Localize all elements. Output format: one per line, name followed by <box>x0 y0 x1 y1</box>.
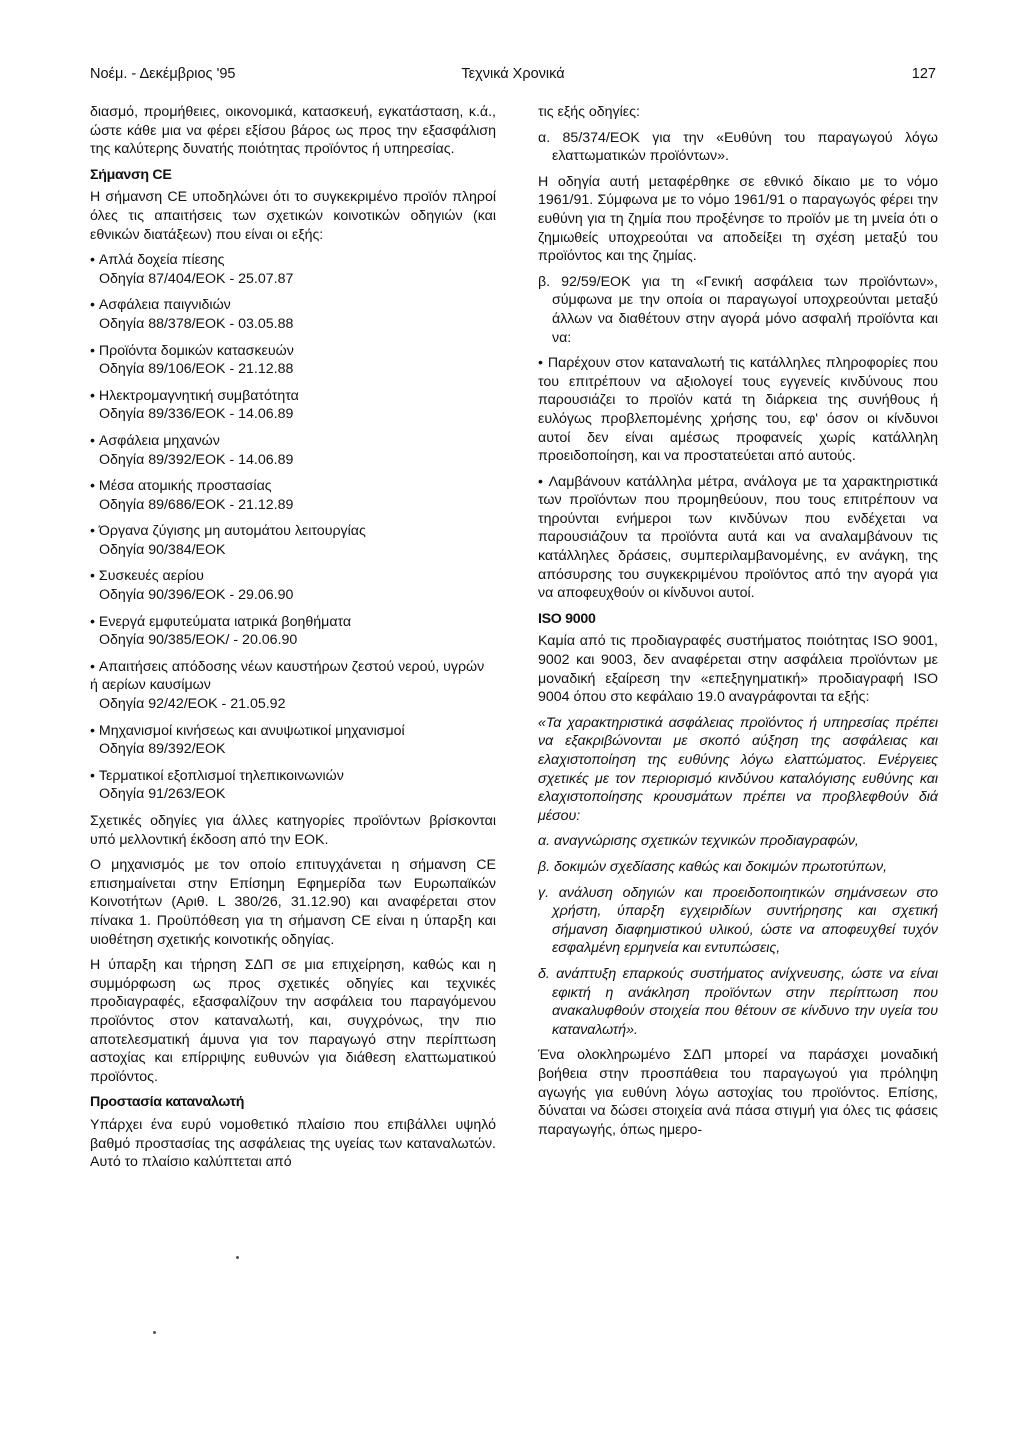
directive-title: • Προϊόντα δομικών κατασκευών <box>90 342 496 361</box>
paragraph-iso: Καμία από τις προδιαγραφές συστήματος ποιότητας ISO 9001, 9002 και 9003, δεν αναφέρεται στην ασφάλεια προϊόντων με μοναδική εξαίρεση την «επεξηγηματική» προδιαγραφή ISO 9004 όπου στο κεφάλαιο 19.0 αναγράφονται τα εξής: <box>538 633 938 706</box>
scan-speck <box>153 1331 156 1334</box>
right-column <box>538 103 938 1146</box>
directive-code: Οδηγία 90/384/ΕΟΚ <box>99 541 226 558</box>
directive-code: Οδηγία 90/396/ΕΟΚ - 29.06.90 <box>99 587 294 604</box>
directive-item <box>90 722 496 759</box>
directive-code: Οδηγία 87/404/ΕΟΚ - 25.07.87 <box>99 270 294 287</box>
protection-heading: Προστασία καταναλωτή <box>90 1094 245 1111</box>
quote-item-c: γ. ανάλυση οδηγιών και προειδοποιητικών σημάνσεων στο χρήστη, ύπαρξη εγχειριδίων συντήρησης και σχετική σήμανση διαφημιστικού υλικού, ώστε να αποφευχθεί τυχόν εσφαλμένη ερμηνεία και εντυπώσεις, <box>538 884 938 957</box>
directive-title: • Απαιτήσεις απόδοσης νέων καυστήρων ζεστού νερού, υγρών ή αερίων καυσίμων <box>90 658 496 695</box>
directive-code: Οδηγία 89/392/ΕΟΚ <box>99 741 226 758</box>
directive-code: Οδηγία 88/378/ΕΟΚ - 03.05.88 <box>99 315 294 332</box>
directive-title: • Μέσα ατομικής προστασίας <box>90 477 496 496</box>
page-header <box>90 66 936 90</box>
directive-title: • Απλά δοχεία πίεσης <box>90 251 496 270</box>
directive-item <box>90 251 496 288</box>
directive-item <box>90 342 496 379</box>
item-b-directive: β. 92/59/ΕΟΚ για τη «Γενική ασφάλεια των προϊόντων», σύμφωνα με την οποία οι παραγωγοί υποχρεούνται μεταξύ άλλων να διαθέτουν στην αγορά μόνο ασφαλή προϊόντα και να: <box>538 273 938 346</box>
iso-heading: ISO 9000 <box>538 610 596 627</box>
directive-item <box>90 767 496 804</box>
ce-heading: Σήμανση CE <box>90 166 172 183</box>
directive-item <box>90 613 496 650</box>
directive-item <box>90 658 496 714</box>
quote-item-a: α. αναγνώρισης σχετικών τεχνικών προδιαγραφών, <box>538 833 859 850</box>
directive-code: Οδηγία 90/385/ΕΟΚ/ - 20.06.90 <box>99 632 298 649</box>
quote-item-d: δ. ανάπτυξη επαρκούς συστήματος ανίχνευσης, ώστε να είναι εφικτή η ανάκληση προϊόντων στην περίπτωση που ανακαλυφθούν στοιχεία που θέτουν σε κίνδυνο την υγεία του καταναλωτή». <box>538 965 938 1038</box>
intro-paragraph: διασμό, προμήθειες, οικονομικά, κατασκευή, εγκατάσταση, κ.ά., ώστε κάθε μια να φέρει εξίσου βάρος ως προς την εξασφάλιση της καλύτερης δυνατής ποιότητας προϊόντος ή υπηρεσίας. <box>90 104 496 158</box>
directive-code: Οδηγία 92/42/ΕΟΚ - 21.05.92 <box>99 696 286 713</box>
directive-title: • Ασφάλεια παιγνιδιών <box>90 296 496 315</box>
directive-code: Οδηγία 89/106/ΕΟΚ - 21.12.88 <box>99 361 294 378</box>
bullet-measures: • Λαμβάνουν κατάλληλα μέτρα, ανάλογα με τα χαρακτηριστικά των προϊόντων που προμηθεύουν, που τους επιτρέπουν να τηρούνται ενήμεροι των κινδύνων που ενδέχεται να παρουσιάζουν τα προϊόντα αυτά και να αναλαμβάνουν τις κατάλληλες δράσεις, συμπεριλαμβανομένης, εν ανάγκη, της απόσυρσης του συγκεκριμένου προϊόντος από την αγορά για να αποφευχθούν οι κίνδυνοι αυτοί. <box>538 473 938 603</box>
journal-title: Τεχνικά Χρονικά <box>461 66 565 82</box>
directive-title: • Μηχανισμοί κινήσεως και ανυψωτικοί μηχανισμοί <box>90 722 496 741</box>
paragraph-directives-intro: τις εξής οδηγίες: <box>538 104 640 120</box>
directive-item <box>90 387 496 424</box>
left-column <box>90 103 496 1179</box>
paragraph-ce-mechanism: Ο μηχανισμός με τον οποίο επιτυγχάνεται η σήμανση CE επισημαίνεται στην Επίσημη Εφημερίδα των Ευρωπαϊκών Κοινοτήτων (Αριθ. L 380/26, 31.12.90) και αναφέρεται στον πίνακα 1. Προϋπόθεση για τη σήμανση CE είναι η ύπαρξη και υιοθέτηση σχετικής κοινοτικής οδηγίας. <box>90 857 496 948</box>
paragraph-sdp: Η ύπαρξη και τήρηση ΣΔΠ σε μια επιχείρηση, καθώς και η συμμόρφωση ως προς σχετικές οδηγίες και τεχνικές προδιαγραφές, εξασφαλίζουν την ασφάλεια του παραγόμενου προϊόντος στον καταναλωτή, και, συγχρόνως, την πιο αποτελεσματική άμυνα για τον παραγωγό στην περίπτωση αστοχίας και επίρριψης ευθυνών για διάθεση ελαττωματικού προϊόντος. <box>90 957 496 1085</box>
directive-title: • Ασφάλεια μηχανών <box>90 432 496 451</box>
paragraph-legal-framework: Υπάρχει ένα ευρύ νομοθετικό πλαίσιο που επιβάλλει υψηλό βαθμό προστασίας της ασφάλειας της υγείας των καταναλωτών. Αυτό το πλαίσιο καλύπτεται από <box>90 1116 496 1171</box>
quote-iso9004: «Τα χαρακτηριστικά ασφάλειας προϊόντος ή υπηρεσίας πρέπει να εξακριβώνονται με σκοπό αύξηση της ασφάλειας και ελαχιστοποίηση της ευθύνης λόγω ελαττώματος. Ενέργειες σχετικές με τον περιορισμό κινδύνου καταλόγισης ευθύνης και ελαχιστοποίησης κρουσμάτων πρέπει να προβλεφθούν διά μέσου: <box>538 714 938 824</box>
paragraph-future-directives: Σχετικές οδηγίες για άλλες κατηγορίες προϊόντων βρίσκονται υπό μελλοντική έκδοση από την ΕΟΚ. <box>90 813 496 848</box>
directive-code: Οδηγία 89/392/ΕΟΚ - 14.06.89 <box>99 451 294 468</box>
directive-item <box>90 522 496 559</box>
directive-code: Οδηγία 89/686/ΕΟΚ - 21.12.89 <box>99 496 294 513</box>
directive-title: • Ενεργά εμφυτεύματα ιατρικά βοηθήματα <box>90 613 496 632</box>
directive-item <box>90 432 496 469</box>
issue-date: Νοέμ. - Δεκέμβριος '95 <box>90 66 236 82</box>
paragraph-sdp-help: Ένα ολοκληρωμένο ΣΔΠ μπορεί να παράσχει μοναδική βοήθεια στην προσπάθεια του παραγωγού για πρόληψη αγωγής για ευθύνη λόγω αστοχίας του προϊόντος. Επίσης, δύναται να δώσει στοιχεία ανά πάσα στιγμή για όλες τις φάσεις παραγωγής, όπως ημερο- <box>538 1047 938 1138</box>
directive-code: Οδηγία 89/336/ΕΟΚ - 14.06.89 <box>99 406 294 423</box>
directive-title: • Τερματικοί εξοπλισμοί τηλεπικοινωνιών <box>90 767 496 786</box>
item-a-directive: α. 85/374/ΕΟΚ για την «Ευθύνη του παραγωγού λόγω ελαττωματικών προϊόντων». <box>538 129 938 165</box>
directive-title: • Όργανα ζύγισης μη αυτομάτου λειτουργίας <box>90 522 496 541</box>
quote-item-b: β. δοκιμών σχεδίασης καθώς και δοκιμών πρωτοτύπων, <box>538 858 888 875</box>
directive-title: • Ηλεκτρομαγνητική συμβατότητα <box>90 387 496 406</box>
directive-item <box>90 477 496 514</box>
directive-code: Οδηγία 91/263/ΕΟΚ <box>99 786 226 803</box>
directive-item <box>90 567 496 604</box>
scan-speck <box>236 1256 239 1259</box>
page-number: 127 <box>911 66 936 82</box>
ce-paragraph: Η σήμανση CE υποδηλώνει ότι το συγκεκριμένο προϊόν πληροί όλες τις απαιτήσεις των σχετικών κοινοτικών οδηγιών (και εθνικών διατάξεων) που είναι οι εξής: <box>90 189 496 243</box>
directive-title: • Συσκευές αερίου <box>90 567 496 586</box>
directive-list <box>90 251 496 804</box>
directive-item <box>90 296 496 333</box>
paragraph-national-law: Η οδηγία αυτή μεταφέρθηκε σε εθνικό δίκαιο με το νόμο 1961/91. Σύμφωνα με το νόμο 1961/91 ο παραγωγός φέρει την ευθύνη για τη ζημία που προξένησε το προϊόν με τη μνεία ότι ο ζημιωθείς υποχρεούται να αποδείξει τη σχέση μεταξύ του προϊόντος και της ζημίας. <box>538 173 938 265</box>
bullet-information: • Παρέχουν στον καταναλωτή τις κατάλληλες πληροφορίες που του επιτρέπουν να αξιολογεί τους εγγενείς κινδύνους που παρουσιάζει το προϊόν κατά τη διάρκεια της συνήθους ή ευλόγως προβλεπομένης χρήσης του, εφ' όσον οι κίνδυνοι αυτοί δεν είναι αμέσως προφανείς χωρίς κατάλληλη προειδοποίηση, και να προστατεύεται από αυτούς. <box>538 354 938 466</box>
